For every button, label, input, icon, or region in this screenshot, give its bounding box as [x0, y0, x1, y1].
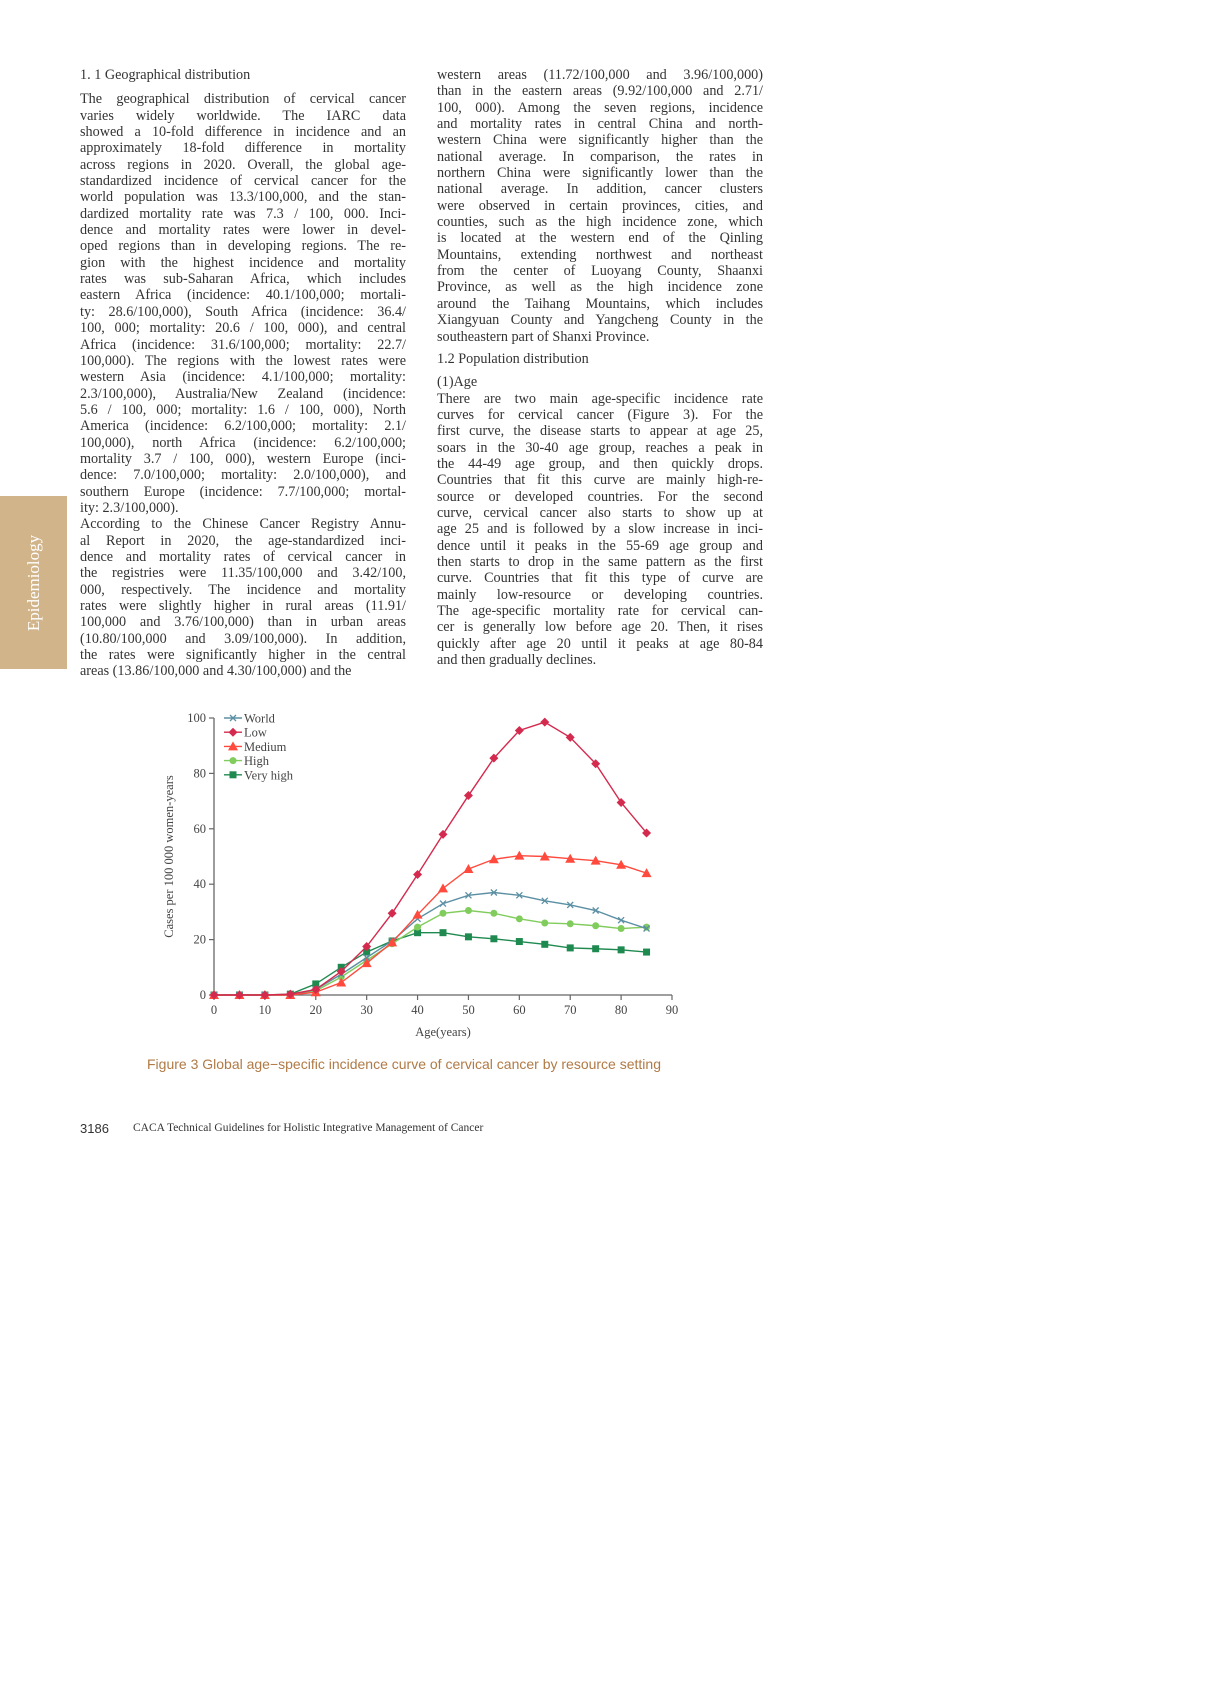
y-tick-label: 80	[193, 766, 206, 781]
text-line: standardized incidence of cervical cancer for the	[80, 173, 406, 190]
subsection-heading: (1)Age	[437, 374, 478, 391]
text-line: soars in the 30-40 age group, reaches a peak in	[437, 439, 763, 456]
text-line: counties, such as the high incidence zone, which	[437, 214, 763, 231]
y-tick-label: 40	[193, 877, 206, 892]
text-line: the 44-49 age group, and then quickly drops.	[437, 455, 763, 472]
data-point-low	[439, 830, 448, 839]
text-line: southern Europe (incidence: 7.7/100,000; mortal-	[80, 483, 406, 500]
text-line: curve. Countries that fit this type of curve are	[437, 570, 763, 587]
text-line: America (incidence: 6.2/100,000; mortality: 2.1/	[80, 418, 406, 435]
data-point-very-high	[541, 941, 548, 948]
x-tick-label: 20	[309, 1003, 323, 1017]
text-line: Xiangyuan County and Yangcheng County in the	[437, 312, 763, 329]
text-line: 100, 000; mortality: 20.6 / 100, 000), and central	[80, 320, 406, 337]
text-line: quickly after age 20 until it peaks at age 80-84	[437, 635, 763, 652]
legend-label-very-high: Very high	[244, 768, 293, 783]
text-line: 5.6 / 100, 000; mortality: 1.6 / 100, 000), North	[80, 401, 406, 418]
data-point-high	[618, 925, 625, 932]
text-line: 100,000 and 3.76/100,000) than in urban areas	[80, 614, 406, 631]
data-point-medium	[438, 883, 448, 892]
x-tick-label: 30	[360, 1003, 373, 1017]
text-line: dence: 7.0/100,000; mortality: 2.0/100,000), and	[80, 467, 406, 484]
text-line: ity: 2.3/100,000).	[80, 499, 179, 516]
legend-label-high: High	[244, 754, 269, 769]
text-line: the rates were significantly higher in the central	[80, 647, 406, 664]
text-line: 100,000). The regions with the lowest rates were	[80, 352, 406, 369]
page-number: 3186	[80, 1121, 109, 1136]
text-line: According to the Chinese Cancer Registry Annu-	[80, 516, 406, 533]
text-line: Mountains, extending northwest and northeast	[437, 246, 763, 263]
text-line: world population was 13.3/100,000, and the stan-	[80, 189, 406, 206]
data-point-very-high	[516, 938, 523, 945]
text-line: curve, cervical cancer also starts to show up at	[437, 504, 763, 521]
section-tab-label: Epidemiology	[23, 534, 43, 631]
data-point-high	[465, 907, 472, 914]
data-point-high	[592, 922, 599, 929]
text-line: The geographical distribution of cervical cancer	[80, 91, 406, 108]
x-tick-label: 80	[614, 1003, 628, 1017]
text-line: southeastern part of Shanxi Province.	[437, 328, 650, 345]
text-line: western Asia (incidence: 4.1/100,000; mortality:	[80, 369, 406, 386]
data-point-high	[516, 915, 523, 922]
y-tick-label: 60	[193, 821, 206, 836]
text-line: northern China were significantly lower than the	[437, 165, 763, 182]
x-tick-label: 50	[462, 1003, 475, 1017]
text-line: dardized mortality rate was 7.3 / 100, 000. Inci-	[80, 205, 406, 222]
text-line: western areas (11.72/100,000 and 3.96/100,000)	[437, 67, 763, 83]
text-line: ty: 28.6/100,000), South Africa (incidence: 36.4/	[80, 303, 406, 320]
legend-label-low: Low	[244, 725, 267, 740]
text-line: national average. In addition, cancer clusters	[437, 181, 763, 198]
text-line: the registries were 11.35/100,000 and 3.42/100,	[80, 565, 406, 582]
text-line: across regions in 2020. Overall, the global age-	[80, 156, 406, 173]
text-line: eastern Africa (incidence: 40.1/100,000; mortali-	[80, 287, 406, 304]
text-line: varies widely worldwide. The IARC data	[80, 107, 406, 124]
series-line-world	[214, 893, 647, 995]
text-line: around the Taihang Mountains, which includes	[437, 295, 763, 312]
text-line: and mortality rates in central China and north-	[437, 116, 763, 133]
text-line: then starts to drop in the same pattern as the first	[437, 553, 763, 570]
text-line: al Report in 2020, the age-standardized inci-	[80, 532, 406, 549]
text-line: Africa (incidence: 31.6/100,000; mortality: 22.7/	[80, 336, 406, 353]
series-line-very-high	[214, 933, 647, 995]
data-point-medium	[463, 864, 473, 873]
text-line: national average. In comparison, the rates in	[437, 148, 763, 165]
legend-marker-very-high	[230, 771, 237, 778]
text-line: mortality 3.7 / 100, 000), western Europe (inci-	[80, 450, 406, 467]
text-line: age 25 and is followed by a slow increase in inci-	[437, 521, 763, 538]
series-line-low	[214, 722, 647, 995]
y-tick-label: 0	[199, 988, 206, 1002]
data-point-very-high	[618, 946, 625, 953]
text-line: 000, respectively. The incidence and mortality	[80, 581, 406, 598]
data-point-low	[540, 718, 549, 727]
x-tick-label: 90	[665, 1003, 679, 1017]
text-line: Countries that fit this curve are mainly high-re-	[437, 472, 763, 489]
x-tick-label: 70	[563, 1003, 577, 1017]
text-line: dence and mortality rates of cervical cancer in	[80, 548, 406, 565]
text-line: 2.3/100,000), Australia/New Zealand (incidence:	[80, 385, 406, 402]
text-line: cer is generally low before age 20. Then, it rises	[437, 619, 763, 636]
data-point-high	[490, 910, 497, 917]
data-point-low	[464, 791, 473, 800]
text-line: than in the eastern areas (9.92/100,000 and 2.71/	[437, 83, 763, 100]
text-line: from the center of Luoyang County, Shaanxi	[437, 263, 763, 280]
data-point-high	[541, 919, 548, 926]
legend-label-medium: Medium	[244, 739, 287, 754]
x-tick-label: 60	[513, 1003, 526, 1017]
data-point-very-high	[567, 944, 574, 951]
text-line: curves for cervical cancer (Figure 3). For the	[437, 406, 763, 423]
text-line: rates were slightly higher in rural areas (11.91/	[80, 598, 406, 614]
text-line: The age-specific mortality rate for cervical can-	[437, 603, 763, 619]
data-point-very-high	[465, 933, 472, 940]
text-line: source or developed countries. For the second	[437, 488, 763, 505]
text-line: dence and mortality rates were lower in devel-	[80, 222, 406, 239]
x-tick-label: 40	[411, 1003, 424, 1017]
data-point-high	[567, 920, 574, 927]
text-line: western China were significantly higher than the	[437, 132, 763, 149]
section-heading: 1.2 Population distribution	[437, 350, 589, 367]
text-line: 100,000), north Africa (incidence: 6.2/100,000;	[80, 434, 406, 451]
text-line: oped regions than in developing regions. The re-	[80, 238, 406, 255]
data-point-high	[440, 910, 447, 917]
text-line: mainly low-resource or developing countries.	[437, 586, 763, 603]
y-axis-label: Cases per 100 000 women-years	[162, 775, 176, 938]
y-tick-label: 20	[193, 932, 206, 947]
data-point-very-high	[490, 935, 497, 942]
x-tick-label: 0	[210, 1003, 218, 1017]
text-line: areas (13.86/100,000 and 4.30/100,000) and the	[80, 663, 352, 680]
data-point-very-high	[440, 929, 447, 936]
series-line-high	[214, 911, 647, 995]
legend-marker-low	[229, 728, 238, 737]
text-line: Province, as well as the high incidence zone	[437, 279, 763, 296]
text-line: 100, 000). Among the seven regions, incidence	[437, 99, 763, 116]
legend-marker-high	[230, 757, 237, 764]
text-line: and then gradually declines.	[437, 652, 597, 669]
text-line: were observed in certain provinces, cities, and	[437, 197, 763, 214]
text-line: dence until it peaks in the 55-69 age group and	[437, 537, 763, 554]
text-line: showed a 10-fold difference in incidence and an	[80, 124, 406, 141]
data-point-very-high	[592, 945, 599, 952]
x-axis-label: Age(years)	[415, 1025, 471, 1039]
text-line: gion with the highest incidence and mortality	[80, 254, 406, 271]
text-line: is located at the western end of the Qinling	[437, 230, 763, 247]
data-point-high	[414, 924, 421, 931]
figure-caption: Figure 3 Global age−specific incidence curve of cervical cancer by resource setting	[147, 1056, 661, 1072]
text-line: There are two main age-specific incidence rate	[437, 390, 763, 407]
text-line: (10.80/100,000 and 3.09/100,000). In addition,	[80, 630, 406, 647]
x-tick-label: 10	[258, 1003, 272, 1017]
data-point-low	[413, 870, 422, 879]
text-line: rates was sub-Saharan Africa, which includes	[80, 271, 406, 288]
running-footer: CACA Technical Guidelines for Holistic Integrative Management of Cancer	[133, 1122, 484, 1134]
data-point-very-high	[643, 949, 650, 956]
y-tick-label: 100	[187, 711, 206, 725]
legend-label-world: World	[244, 711, 275, 726]
section-heading: 1. 1 Geographical distribution	[80, 67, 251, 83]
text-line: first curve, the disease starts to appear at age 25,	[437, 423, 763, 440]
text-line: approximately 18-fold difference in mortality	[80, 140, 406, 157]
